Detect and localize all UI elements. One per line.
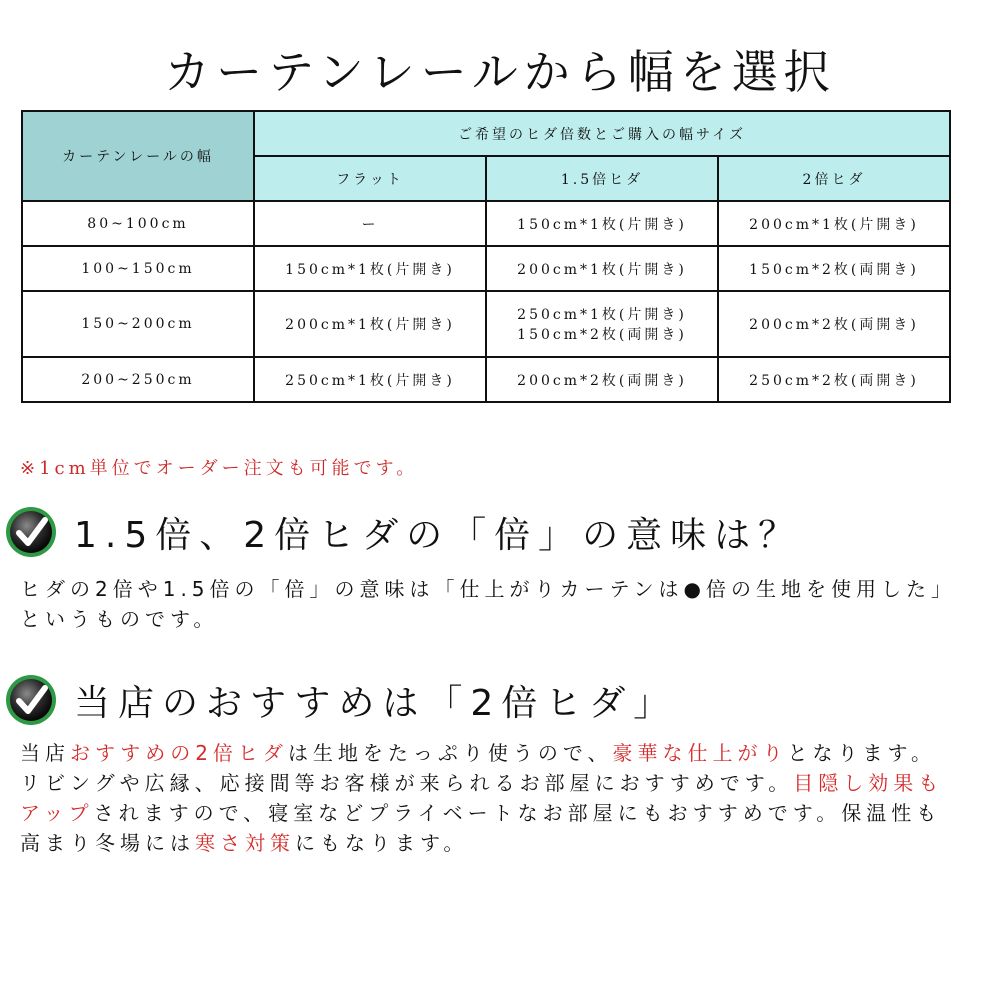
rail-width-cell: 100~150cm [22, 246, 254, 291]
x15-cell [486, 291, 718, 357]
flat-cell: 150cm*1枚(片開き) [254, 246, 486, 291]
rail-width-cell: 80~100cm [22, 201, 254, 246]
table-row [22, 357, 950, 402]
section1-heading-row [4, 502, 802, 562]
section2-heading: 当店のおすすめは「2倍ヒダ」 [74, 682, 678, 724]
x2-cell: 250cm*2枚(両開き) [718, 357, 950, 402]
size-table [21, 110, 951, 403]
section1-body: ヒダの2倍や1.5倍の「倍」の意味は「仕上がりカーテンは●倍の生地を使用した」というものです。 [20, 577, 956, 631]
flat-cell: 200cm*1枚(片開き) [254, 291, 486, 357]
highlight-text: おすすめの2倍ヒダ [70, 741, 288, 765]
column-header-2x: 2倍ヒダ [718, 156, 950, 201]
table-row [22, 246, 950, 291]
section2-heading-row [4, 670, 677, 730]
body-text: されますので、寝室などプライベートなお部屋にもおすすめです。保温性も高まり冬場には [20, 801, 942, 855]
table-row [22, 291, 950, 357]
rail-width-cell: 200~250cm [22, 357, 254, 402]
x15-cell: 150cm*1枚(片開き) [486, 201, 718, 246]
highlight-text: 豪華な仕上がり [612, 741, 788, 765]
column-header-1-5x: 1.5倍ヒダ [486, 156, 718, 201]
rail-width-header: カーテンレールの幅 [22, 111, 254, 201]
body-text: にもなります。 [295, 831, 469, 855]
page-title: カーテンレールから幅を選択 [164, 45, 836, 99]
check-icon [4, 673, 58, 727]
highlight-text: 目隠し効果もアップ [20, 771, 944, 825]
x2-cell: 200cm*1枚(片開き) [718, 201, 950, 246]
section2-body [20, 738, 960, 858]
section1-heading: 1.5倍、2倍ヒダの「倍」の意味は？ [74, 514, 803, 556]
x15-cell: 200cm*1枚(片開き) [486, 246, 718, 291]
table-row [22, 201, 950, 246]
highlight-text: 寒さ対策 [195, 831, 295, 855]
group-header: ご希望のヒダ倍数とご購入の幅サイズ [254, 111, 950, 156]
check-icon [4, 505, 58, 559]
x15-cell-line: 250cm*1枚(片開き) [517, 307, 687, 323]
column-header-flat: フラット [254, 156, 486, 201]
order-note: ※1cm単位でオーダー注文も可能です。 [20, 458, 419, 479]
flat-cell: ー [254, 201, 486, 246]
rail-width-cell: 150~200cm [22, 291, 254, 357]
body-text: となります。リビングや広縁、応接間等お客様が来られるお部屋におすすめです。 [20, 741, 936, 795]
flat-cell: 250cm*1枚(片開き) [254, 357, 486, 402]
x2-cell: 200cm*2枚(両開き) [718, 291, 950, 357]
x2-cell: 150cm*2枚(両開き) [718, 246, 950, 291]
x15-cell-line: 150cm*2枚(両開き) [517, 327, 687, 343]
body-text: 当店 [20, 741, 70, 765]
x15-cell: 200cm*2枚(両開き) [486, 357, 718, 402]
body-text: は生地をたっぷり使うので、 [287, 741, 613, 765]
